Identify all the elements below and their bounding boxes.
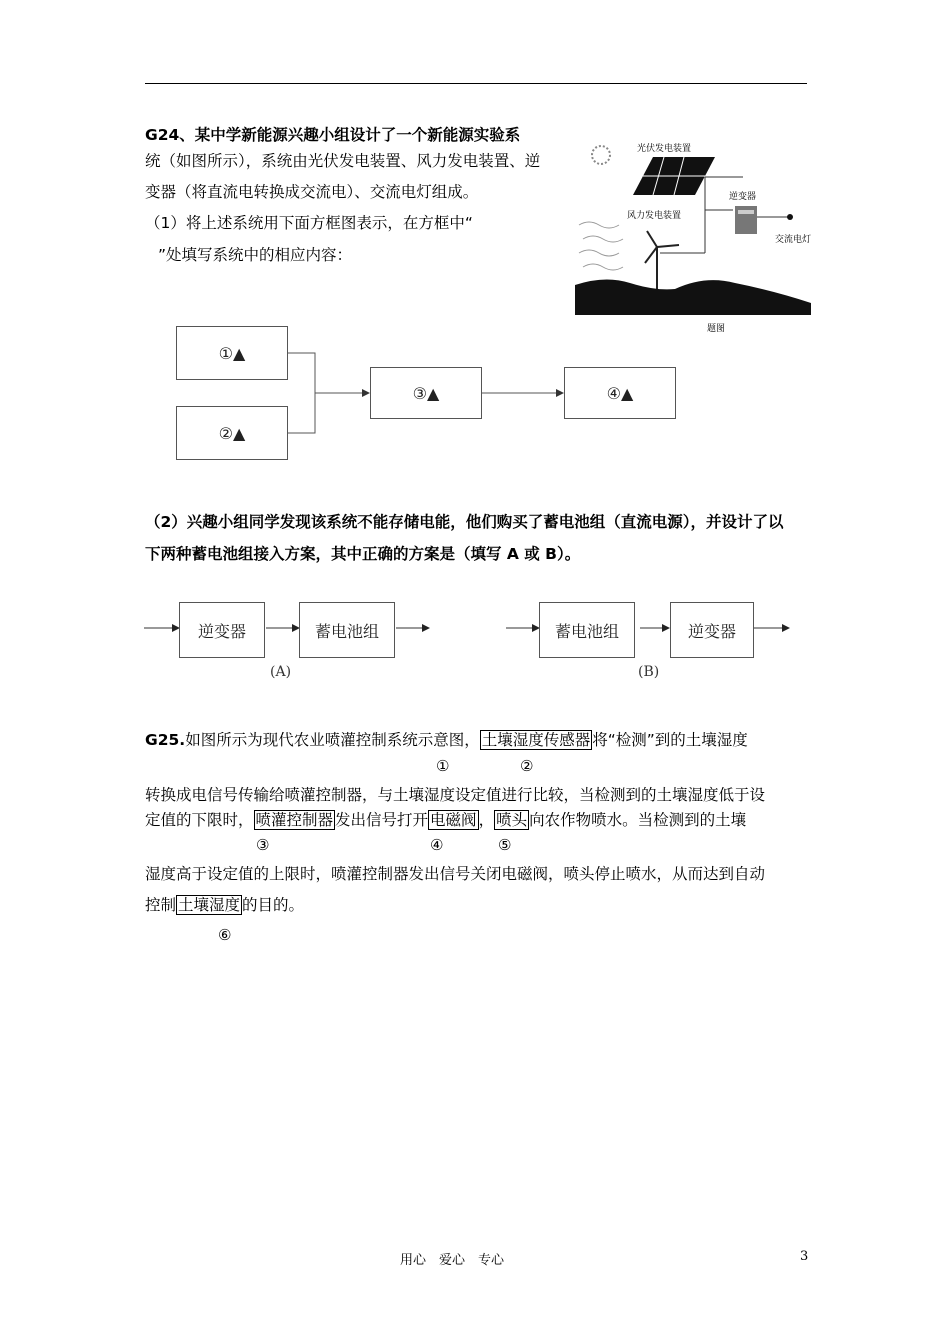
- g25-line-1: [145, 729, 748, 751]
- sun-icon: [592, 146, 610, 164]
- block-2-label: ②▲: [218, 423, 246, 443]
- block-3: [370, 367, 482, 419]
- g24-q1-line-1: （1）将上述系统用下面方框图表示，在方框中“: [145, 214, 473, 232]
- scheme-a-inverter-block: [179, 602, 265, 658]
- hills-silhouette: [575, 279, 811, 315]
- block-4: [564, 367, 676, 419]
- block-3-label: ③▲: [412, 383, 440, 403]
- g25-text-7: 的目的。: [242, 896, 305, 914]
- g24-q2-text: （2）兴趣小组同学发现该系统不能存储电能，他们购买了蓄电池组（直流电源），并设计了以: [145, 513, 784, 531]
- scheme-b-inverter-block: [670, 602, 754, 658]
- scheme-b-battery-block: [539, 602, 635, 658]
- figure-caption: 题图: [707, 324, 726, 334]
- footer-slogan: 用心 爱心 专心: [400, 1253, 505, 1268]
- g24-line-2: 统（如图所示），系统由光伏发电装置、风力发电装置、逆: [145, 152, 541, 170]
- block-1-label: ①▲: [218, 343, 246, 363]
- block-1: [176, 326, 288, 380]
- mark-3: ③: [256, 836, 270, 854]
- g25-line-5: [145, 894, 304, 916]
- inverter-label: 逆变器: [729, 192, 757, 202]
- scheme-b-caption: (B): [638, 664, 660, 680]
- g24-line-1: [145, 124, 520, 146]
- arrow-head-1: [362, 389, 370, 397]
- mark-5: ⑤: [498, 836, 512, 854]
- g25-text-3: 定值的下限时，: [145, 811, 254, 829]
- g25-text-1: 如图所示为现代农业喷灌控制系统示意图，: [185, 731, 480, 749]
- lamp-label: 交流电灯: [775, 235, 812, 245]
- g25-text-5: 向农作物喷水。当检测到的土壤: [529, 811, 747, 829]
- g24-q2-line-2: [145, 543, 580, 565]
- g25-text-2: 将“检测”到的土壤湿度: [592, 731, 748, 749]
- block-2: [176, 406, 288, 460]
- solar-label: 光伏发电装置: [637, 144, 692, 154]
- g25-line-3: [145, 809, 746, 831]
- inverter-icon: [735, 206, 757, 234]
- scheme-a-battery-block: [299, 602, 395, 658]
- merge-line: [288, 353, 315, 433]
- scheme-a-caption: (A): [270, 664, 292, 680]
- solenoid-valve-term: 电磁阀: [430, 811, 477, 829]
- g25-text-6: 控制: [145, 896, 177, 914]
- solar-panel-icon: [633, 157, 715, 195]
- g24-q1-line-2: ”处填写系统中的相应内容：: [158, 246, 353, 264]
- wind-turbine-icon: [645, 231, 679, 293]
- scheme-a-box-2-label: 蓄电池组: [314, 621, 379, 641]
- g24-q2-text-2: 下两种蓄电池组接入方案，其中正确的方案是（填写 A 或 B）。: [145, 545, 581, 563]
- scheme-b-box-1-label: 蓄电池组: [554, 621, 619, 641]
- wind-label: 风力发电装置: [627, 211, 682, 221]
- page-number: 3: [800, 1249, 809, 1264]
- block-4-label: ④▲: [606, 383, 634, 403]
- g24-q2-line-1: [145, 511, 784, 533]
- soil-humidity-term: 土壤湿度: [178, 896, 241, 914]
- g25-number: G25.: [145, 731, 186, 749]
- mark-1: ①: [436, 757, 450, 775]
- energy-system-illustration: [575, 135, 815, 340]
- mark-2: ②: [520, 757, 534, 775]
- wind-lines-icon: [579, 222, 623, 270]
- header-rule: [145, 83, 807, 84]
- controller-term: 喷灌控制器: [255, 811, 334, 829]
- mark-4: ④: [430, 836, 444, 854]
- soil-sensor-term: 土壤湿度传感器: [481, 731, 591, 749]
- scheme-a-box-1-label: 逆变器: [197, 621, 246, 641]
- g25-text-4: 发出信号打开: [335, 811, 429, 829]
- arrow-head-2: [556, 389, 564, 397]
- g25-line-2: 转换成电信号传输给喷灌控制器，与土壤湿度设定值进行比较，当检测到的土壤湿度低于设: [145, 786, 766, 804]
- scheme-b-box-2-label: 逆变器: [687, 621, 736, 641]
- mark-6: ⑥: [218, 926, 232, 944]
- g25-comma: ，: [478, 811, 495, 829]
- g25-line-4: 湿度高于设定值的上限时，喷灌控制器发出信号关闭电磁阀，喷头停止喷水，从而达到自动: [145, 865, 766, 883]
- g24-question-text: G24、某中学新能源兴趣小组设计了一个新能源实验系: [145, 126, 521, 144]
- g24-line-3: 变器（将直流电转换成交流电）、交流电灯组成。: [145, 183, 479, 201]
- nozzle-term: 喷头: [496, 811, 528, 829]
- lamp-icon: [787, 214, 793, 220]
